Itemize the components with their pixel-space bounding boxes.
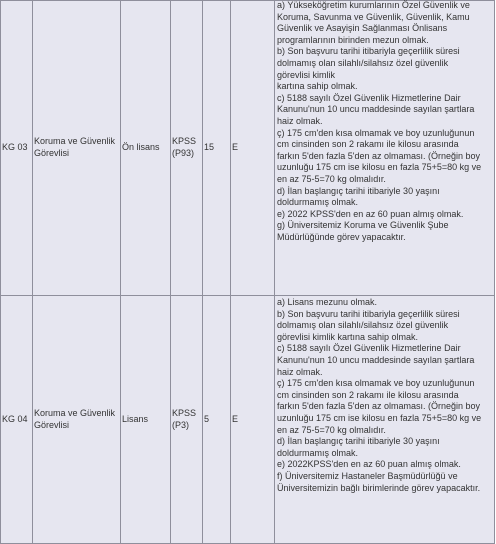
requirement-line: e) 2022 KPSS'den en az 60 puan almış olmak. xyxy=(277,208,464,219)
requirement-line: dolmamış olan silahlı/silahsız özel güvenlik xyxy=(277,320,449,331)
education-level: Ön lisans xyxy=(121,1,171,296)
table-row xyxy=(1,1,495,296)
requirement-line: kartına sahip olmak. xyxy=(277,81,358,92)
requirement-line: uzunluğu 175 cm ise kilosu en fazla 75+5=80 kg ve xyxy=(277,162,482,173)
requirement-line: Müdürlüğünde görev yapacaktır. xyxy=(277,231,406,242)
requirement-line: haiz olmak. xyxy=(277,115,323,126)
requirements-cell xyxy=(275,1,495,296)
requirement-line: Kanunu'nun 10 uncu maddesinde sayılan şartlara xyxy=(277,354,475,365)
requirement-line: f) Üniversitemiz Hastaneler Başmüdürlüğü ve xyxy=(277,470,458,481)
requirement-line: Güvenlik ve Asayişin Sağlanması Önlisans xyxy=(277,23,448,34)
requirement-line: b) Son başvuru tarihi itibariyla geçerlilik süresi xyxy=(277,308,460,319)
gender: E xyxy=(231,1,275,296)
requirement-line: doldurmamış olmak. xyxy=(277,197,359,208)
gender: E xyxy=(231,296,275,544)
position-title: Koruma ve Güvenlik Görevlisi xyxy=(33,296,121,544)
requirement-line: b) Son başvuru tarihi itibariyla geçerlilik süresi xyxy=(277,46,460,57)
requirement-line: Üniversitemizin bağlı birimlerinde görev yapacaktır. xyxy=(277,482,481,493)
requirement-line: görevlisi kimlik xyxy=(277,69,336,80)
requirement-line: a) Lisans mezunu olmak. xyxy=(277,297,378,307)
requirement-line: en az 75-5=70 kg olmalıdır. xyxy=(277,424,386,435)
requirement-line: farkın 5'den fazla 5'den az olmaması. (Örneğin boy xyxy=(277,401,481,412)
requirement-line: e) 2022KPSS'den en az 60 puan almış olmak. xyxy=(277,459,461,470)
requirement-line: cm cinsinden son 2 rakamı ile kilosu arasında xyxy=(277,139,459,150)
position-code: KG 04 xyxy=(1,296,33,544)
requirement-line: c) 5188 sayılı Özel Güvenlik Hizmetlerine Dair xyxy=(277,92,461,103)
requirement-line: Kanunu'nun 10 uncu maddesinde sayılan şartlara xyxy=(277,104,475,115)
requirement-line: farkın 5'den fazla 5'den az olmaması. (Örneğin boy xyxy=(277,150,481,161)
requirement-line: haiz olmak. xyxy=(277,366,323,377)
requirement-line: görevlisi kimlik kartına sahip olmak. xyxy=(277,331,419,342)
requirements-cell xyxy=(275,296,495,544)
position-count: 15 xyxy=(203,1,231,296)
requirement-line: c) 5188 sayılı Özel Güvenlik Hizmetlerine Dair xyxy=(277,343,461,354)
requirement-line: ç) 175 cm'den kısa olmamak ve boy uzunluğunun xyxy=(277,127,475,138)
requirement-line: en az 75-5=70 kg olmalıdır. xyxy=(277,173,386,184)
requirement-line: ç) 175 cm'den kısa olmamak ve boy uzunluğunun xyxy=(277,378,475,389)
table-row xyxy=(1,296,495,544)
kpss-score-type: KPSS (P93) xyxy=(171,1,203,296)
requirement-line: d) İlan başlangıç tarihi itibariyle 30 yaşını xyxy=(277,436,440,447)
position-count: 5 xyxy=(203,296,231,544)
requirement-line: programlarının birinden mezun olmak. xyxy=(277,34,429,45)
requirement-line: a) Yükseköğretim kurumlarının Özel Güvenlik ve xyxy=(277,0,470,10)
requirement-line: cm cinsinden son 2 rakamı ile kilosu arasında xyxy=(277,389,459,400)
requirement-line: g) Üniversitemiz Koruma ve Güvenlik Şube xyxy=(277,220,449,231)
requirement-line: uzunluğu 175 cm ise kilosu en fazla 75+5=80 kg ve xyxy=(277,412,482,423)
requirement-line: Koruma, Savunma ve Güvenlik, Güvenlik, Kamu xyxy=(277,11,470,22)
requirement-line: d) İlan başlangıç tarihi itibariyle 30 yaşını xyxy=(277,185,440,196)
requirement-line: dolmamış olan silahlı/silahsız özel güvenlik xyxy=(277,57,449,68)
position-title: Koruma ve Güvenlik Görevlisi xyxy=(33,1,121,296)
education-level: Lisans xyxy=(121,296,171,544)
kpss-score-type: KPSS (P3) xyxy=(171,296,203,544)
requirement-line: doldurmamış olmak. xyxy=(277,447,359,458)
position-code: KG 03 xyxy=(1,1,33,296)
